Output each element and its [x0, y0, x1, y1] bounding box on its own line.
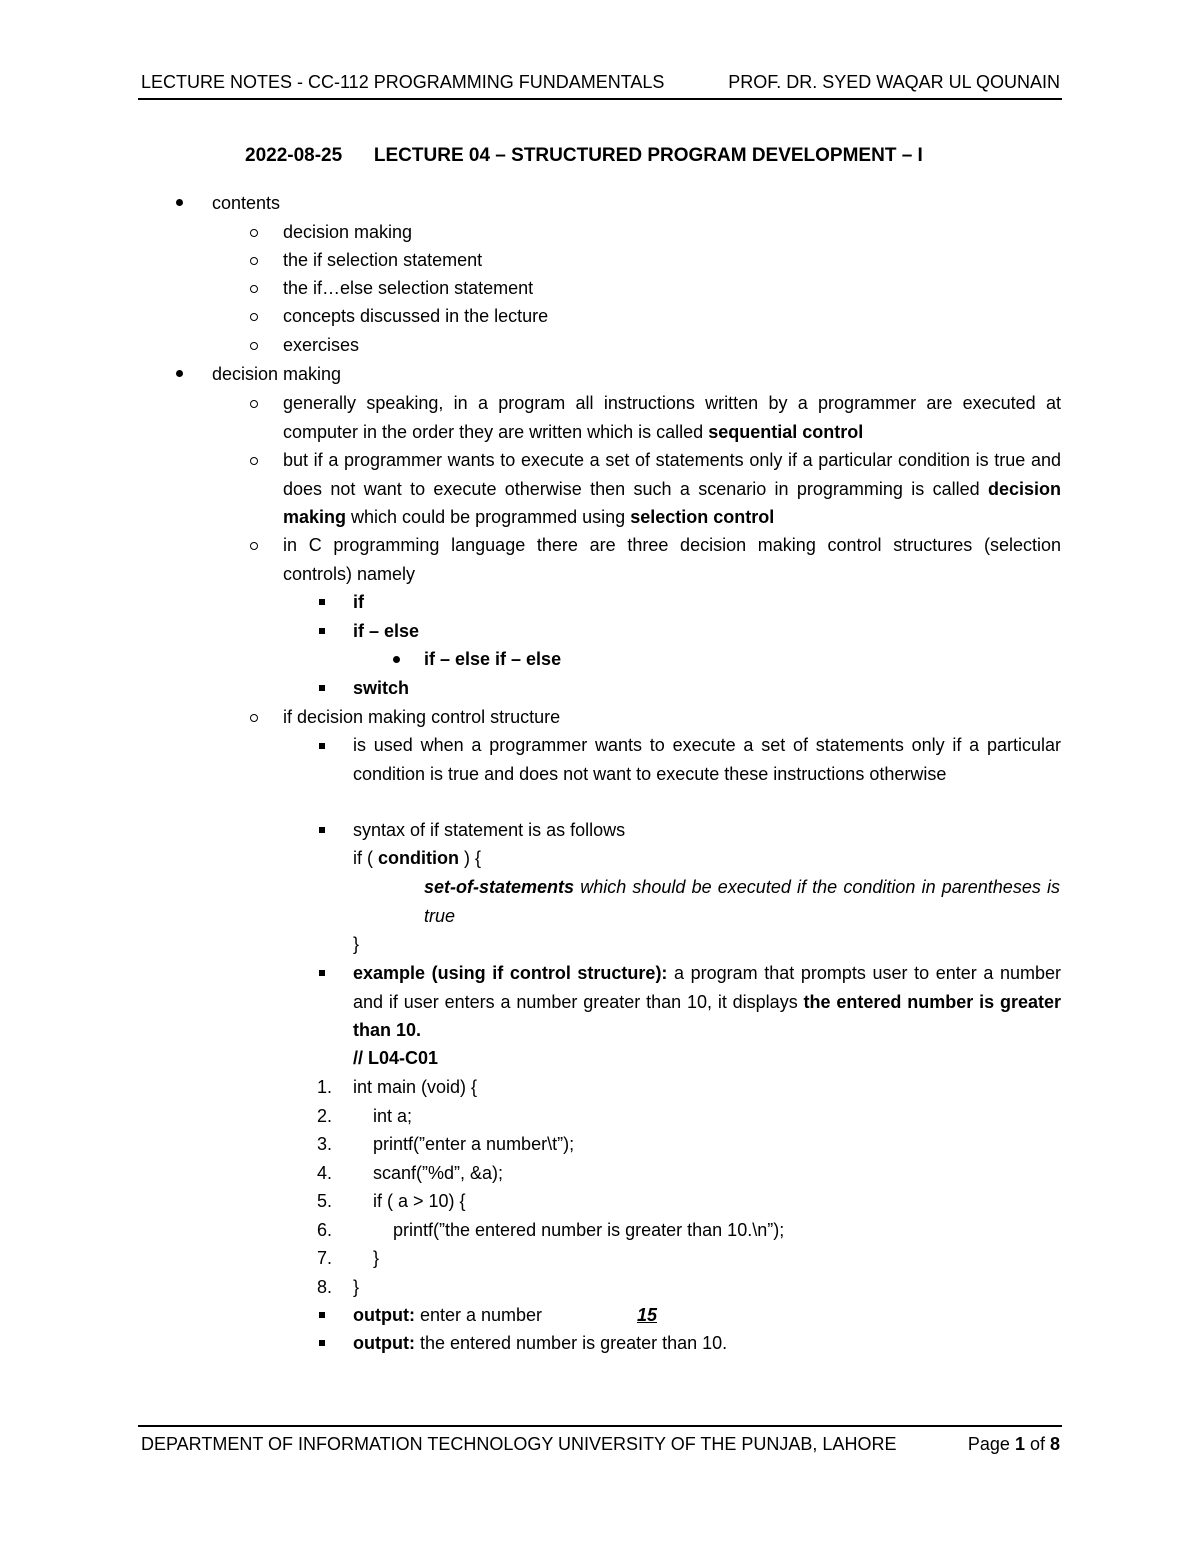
- paragraph-text: generally speaking, in a program all instructions written by a programmer are executed at computer in the order they are written which is called: [283, 393, 1061, 442]
- contents-item: decision making: [283, 222, 413, 242]
- syntax-condition: condition: [378, 848, 459, 868]
- bullet-square: [319, 970, 325, 976]
- paragraph-text: which could be programmed using: [346, 507, 631, 527]
- code-line: if ( a > 10) {: [373, 1191, 466, 1211]
- output-line: [353, 1329, 727, 1357]
- code-line: }: [353, 1277, 360, 1297]
- bullet-square: [319, 743, 325, 749]
- syntax-brace: ) {: [458, 848, 481, 868]
- department-name: DEPARTMENT OF INFORMATION TECHNOLOGY UNIVERSITY OF THE PUNJAB, LAHORE: [141, 1434, 897, 1454]
- code-line: int a;: [373, 1106, 413, 1126]
- syntax-description: which should be executed if the condition in parentheses is true: [424, 877, 1060, 926]
- bullet-circle: [250, 285, 258, 293]
- code-line-number: 8.: [317, 1277, 333, 1297]
- code-line-number: 4.: [317, 1163, 333, 1183]
- author-name: PROF. DR. SYED WAQAR UL QOUNAIN: [728, 72, 1060, 92]
- code-line-number: 2.: [317, 1106, 333, 1126]
- syntax-statements: set-of-statements: [424, 877, 575, 897]
- syntax-keyword: if (: [353, 848, 378, 868]
- code-line: int main (void) {: [353, 1077, 478, 1097]
- bullet-square: [319, 685, 325, 691]
- paragraph-example: [353, 959, 1061, 1045]
- structure-item: switch: [353, 678, 410, 698]
- bullet-circle: [250, 457, 258, 465]
- output-label: output:: [353, 1305, 415, 1325]
- bullet-circle: [250, 400, 258, 408]
- syntax-body: [424, 873, 1060, 930]
- code-line-number: 5.: [317, 1191, 333, 1211]
- paragraph-sequential: [283, 389, 1061, 446]
- page-header: [138, 72, 1062, 100]
- code-line-number: 3.: [317, 1134, 333, 1154]
- code-line-number: 1.: [317, 1077, 333, 1097]
- structure-item: if – else: [353, 621, 420, 641]
- page-total: 8: [1049, 1434, 1060, 1454]
- example-text: a program that prompts user to enter a number and if user enters a number greater than 10, it displays: [353, 963, 1062, 1012]
- bullet-square: [319, 827, 325, 833]
- bullet-circle: [250, 342, 258, 350]
- term-selection-control: selection control: [630, 507, 775, 527]
- bullet-square: [319, 628, 325, 634]
- code-id: // L04-C01: [353, 1048, 439, 1068]
- example-label: example (using if control structure):: [353, 963, 668, 983]
- code-line-number: 6.: [317, 1220, 333, 1240]
- code-line: }: [373, 1248, 380, 1268]
- bullet-circle: [250, 313, 258, 321]
- bullet-square: [319, 599, 325, 605]
- contents-item: exercises: [283, 335, 360, 355]
- code-line-number: 7.: [317, 1248, 333, 1268]
- output-line: [353, 1301, 542, 1329]
- lecture-title: [245, 145, 923, 167]
- syntax-close: }: [353, 934, 360, 954]
- term-decision-making: decision making: [283, 478, 1061, 527]
- structure-item: if: [353, 592, 364, 612]
- paragraph-decision: [283, 446, 1061, 532]
- bullet-square: [319, 1312, 325, 1318]
- structure-item: if – else if – else: [424, 649, 562, 669]
- output-text: the entered number is greater than 10.: [414, 1333, 728, 1353]
- lecture-heading: LECTURE 04 – STRUCTURED PROGRAM DEVELOPMENT – I: [373, 145, 923, 166]
- example-result: the entered number is greater than 10.: [353, 991, 1062, 1040]
- bullet-disc: [176, 199, 183, 206]
- syntax-intro: syntax of if statement is as follows: [353, 820, 626, 840]
- output-text: enter a number: [414, 1305, 543, 1325]
- contents-item: the if selection statement: [283, 250, 483, 270]
- contents-heading: contents: [212, 193, 281, 213]
- term-sequential-control: sequential control: [708, 421, 864, 442]
- page-current: 1: [1014, 1434, 1025, 1454]
- code-line: scanf(”%d”, &a);: [373, 1163, 504, 1183]
- syntax-open: [353, 844, 481, 872]
- bullet-circle: [250, 257, 258, 265]
- bullet-disc: [393, 656, 400, 663]
- page-label: Page: [967, 1434, 1015, 1454]
- lecture-date: 2022-08-25: [245, 145, 343, 166]
- bullet-circle: [250, 714, 258, 722]
- output-user-input: 15: [637, 1305, 658, 1325]
- paragraph-structures: in C programming language there are three decision making control structures (selection controls) namely: [283, 535, 1061, 584]
- page-number: [968, 1434, 1060, 1455]
- code-line: printf(”enter a number\t”);: [373, 1134, 575, 1154]
- section-heading-decision: decision making: [212, 364, 342, 384]
- paragraph-if-usage: is used when a programmer wants to execute a set of statements only if a particular condition is true and does not want to execute these instructions otherwise: [353, 735, 1061, 784]
- code-line: printf(”the entered number is greater than 10.\n”);: [393, 1220, 785, 1240]
- bullet-circle: [250, 542, 258, 550]
- bullet-square: [319, 1340, 325, 1346]
- page-footer: [138, 1425, 1062, 1454]
- output-label: output:: [353, 1333, 415, 1353]
- section-heading-if: if decision making control structure: [283, 707, 561, 727]
- contents-item: the if…else selection statement: [283, 278, 534, 298]
- bullet-circle: [250, 229, 258, 237]
- paragraph-text: but if a programmer wants to execute a set of statements only if a particular condition is true and does not want to execute otherwise then such a scenario in programming is called: [283, 450, 1061, 499]
- contents-item: concepts discussed in the lecture: [283, 306, 549, 326]
- bullet-disc: [176, 370, 183, 377]
- course-title: LECTURE NOTES - CC-112 PROGRAMMING FUNDAMENTALS: [141, 72, 665, 92]
- page-of: of: [1024, 1434, 1050, 1454]
